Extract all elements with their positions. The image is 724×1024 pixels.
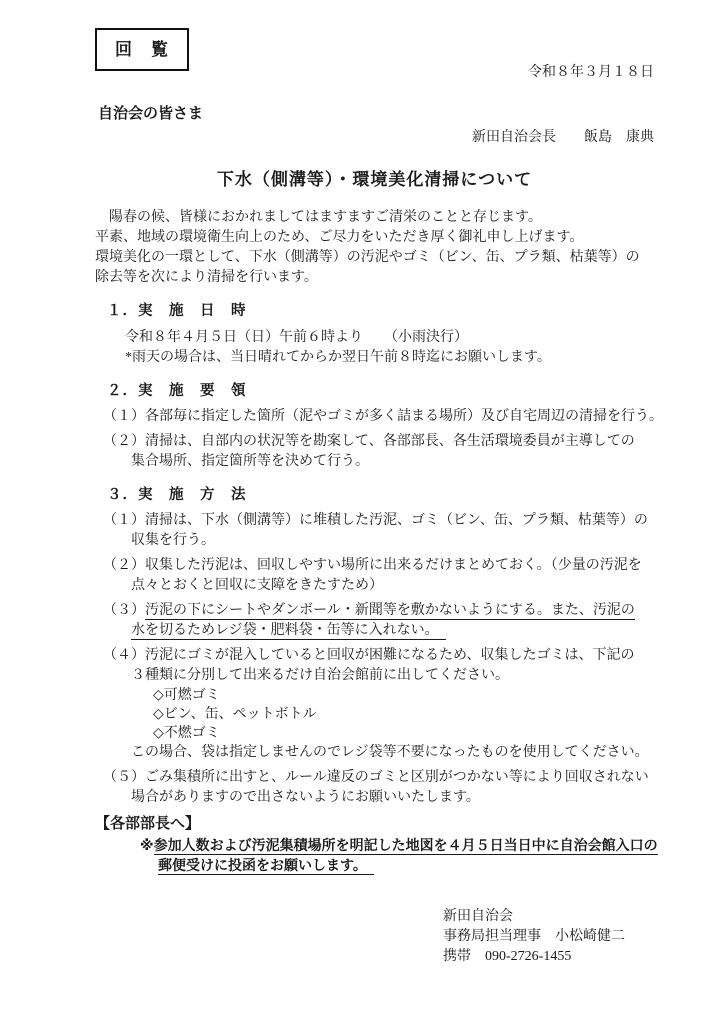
section3-item-5-line-1: （５）ごみ集積所に出すと、ルール違反のゴミと区別がつかない等により回収されない bbox=[103, 770, 649, 785]
intro-line-2: 平素、地域の環境衛生向上のため、ご尽力をいただき厚く御礼申し上げます。 bbox=[95, 230, 584, 245]
author-line: 新田自治会長 飯島 康典 bbox=[472, 130, 654, 145]
section3-item-2 bbox=[103, 556, 654, 596]
underlined-warning-text-1: 汚泥の下にシートやダンボール・新聞等を敷かないようにする。また、汚泥の bbox=[145, 603, 635, 618]
section2-item-1-line: （１）各部毎に指定した箇所（泥やゴミが多く詰まる場所）及び自宅周辺の清掃を行う。 bbox=[103, 409, 663, 424]
leaders-underlined-text-1: 参加人数および汚泥集積場所を明記した地図を４月５日当日中に自治会館入口の bbox=[153, 837, 658, 853]
section3-item-5-line-2: 場合がありますので出さないようにお願いいたします。 bbox=[131, 790, 480, 805]
item-3-marker: （３） bbox=[103, 603, 145, 618]
section3-item-1 bbox=[103, 511, 654, 551]
leaders-note-header: 【各部部長へ】 bbox=[95, 815, 201, 832]
section3-item-4-line-2: ３種類に分別して出来るだけ自治会館前に出してください。 bbox=[131, 668, 509, 683]
intro-line-3: 環境美化の一環として、下水（側溝等）の汚泥やゴミ（ビン、缶、プラ類、枯葉等）の bbox=[95, 250, 640, 265]
intro-paragraph bbox=[95, 208, 654, 288]
reference-mark: ※ bbox=[140, 837, 154, 853]
section2-item-2 bbox=[103, 432, 654, 472]
section3-heading: ３．実 施 方 法 bbox=[107, 487, 247, 503]
section3-item-5 bbox=[103, 768, 654, 808]
garbage-type-burnable: ◇可燃ゴミ bbox=[153, 688, 220, 703]
kairan-circulation-stamp: 回 覧 bbox=[95, 28, 189, 71]
contact-person: 事務局担当理事 小松崎健二 bbox=[443, 929, 625, 944]
salutation: 自治会の皆さま bbox=[98, 105, 204, 122]
phone-number: 携帯 090-2726-1455 bbox=[443, 949, 572, 964]
document-date: 令和８年３月１８日 bbox=[528, 65, 654, 80]
section3-item-1-line-1: （１）清掃は、下水（側溝等）に堆積した汚泥、ゴミ（ビン、缶、プラ類、枯葉等）の bbox=[103, 513, 648, 528]
section3-item-4-line-1: （４）汚泥にゴミが混入していると回収が困難になるため、収集したゴミは、下記の bbox=[103, 648, 635, 663]
signature-block bbox=[443, 907, 654, 967]
page-title: 下水（側溝等）・環境美化清掃について bbox=[216, 170, 533, 189]
intro-line-4: 除去等を次により清掃を行います。 bbox=[95, 270, 318, 285]
section3-item-2-line-2: 点々とおくと回収に支障をきたすため） bbox=[131, 578, 383, 593]
section3-item-4-closing: この場合、袋は指定しませんのでレジ袋等不要になったものを使用してください。 bbox=[131, 745, 649, 760]
leaders-underlined-text-2: 郵便受けに投函をお願いします。 bbox=[158, 857, 374, 873]
garbage-type-bottles-cans: ◇ビン、缶、ペットボトル bbox=[153, 707, 317, 722]
section1-content bbox=[125, 328, 654, 368]
section2-heading: ２．実 施 要 領 bbox=[107, 383, 247, 399]
underlined-warning-text-2: 水を切るためレジ袋・肥料袋・缶等に入れない。 bbox=[131, 623, 446, 638]
section3-item-3-line-1 bbox=[103, 601, 654, 621]
section1-heading: １．実 施 日 時 bbox=[107, 303, 247, 319]
leaders-note-line-2 bbox=[158, 855, 654, 875]
section3-item-2-line-1: （２）収集した汚泥は、回収しやすい場所に出来るだけまとめておく。（少量の汚泥を bbox=[103, 558, 642, 573]
org-name: 新田自治会 bbox=[443, 909, 513, 924]
leaders-note-line-1 bbox=[140, 835, 658, 855]
section3-item-3 bbox=[103, 601, 654, 641]
schedule-line: 令和８年４月５日（日）午前６時より （小雨決行） bbox=[125, 330, 468, 345]
section3-item-4 bbox=[103, 646, 654, 763]
intro-line-1: 陽春の候、皆様におかれましてはますますご清栄のことと存じます。 bbox=[95, 210, 542, 225]
section3-item-1-line-2: 収集を行う。 bbox=[131, 533, 215, 548]
leaders-note-block bbox=[95, 813, 658, 875]
rain-note-line: *雨天の場合は、当日晴れてからか翌日午前８時迄にお願いします。 bbox=[125, 350, 551, 365]
section2-item-2-line-1: （２）清掃は、自部内の状況等を勘案して、各部部長、各生活環境委員が主導しての bbox=[103, 434, 635, 449]
section3-item-3-line-2 bbox=[131, 621, 654, 641]
section2-item-1 bbox=[103, 407, 663, 427]
garbage-type-nonburnable: ◇不燃ゴミ bbox=[153, 726, 220, 741]
section2-item-2-line-2: 集合場所、指定箇所等を決めて行う。 bbox=[131, 454, 369, 469]
